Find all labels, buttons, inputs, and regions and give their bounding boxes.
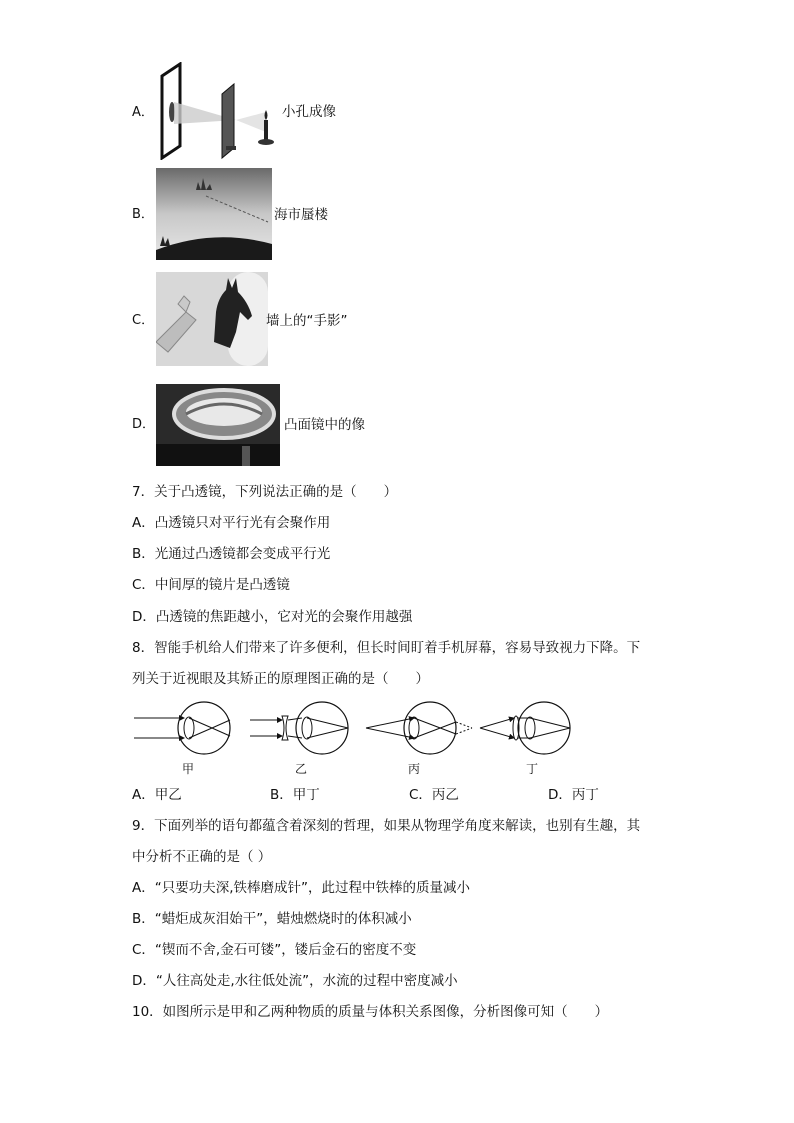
eye-diagram-ding <box>480 702 570 754</box>
diagram-label-jia: 甲 <box>182 762 195 776</box>
q9-option-a: A．“只要功夫深,铁棒磨成针”，此过程中铁棒的质量减小 <box>132 880 471 896</box>
q7-option-a: A．凸透镜只对平行光有会聚作用 <box>132 515 331 531</box>
caption-convex-mirror: 凸面镜中的像 <box>284 417 365 433</box>
q10-stem: 10．如图所示是甲和乙两种物质的质量与体积关系图像，分析图像可知（ ） <box>132 1004 609 1020</box>
option-letter: C． <box>132 313 155 328</box>
eye-diagram-jia <box>134 702 230 754</box>
mirage-image <box>156 168 272 260</box>
q6-option-c <box>132 272 392 368</box>
option-letter: A． <box>132 105 154 120</box>
q9-option-c: C．“锲而不舍,金石可镂”，镂后金石的密度不变 <box>132 942 417 958</box>
q8-option-c: C．丙乙 <box>409 787 459 803</box>
q9-option-b: B．“蜡炬成灰泪始干”，蜡烛燃烧时的体积减小 <box>132 911 412 927</box>
convex-mirror-image <box>156 384 280 466</box>
hand-shadow-image <box>156 272 268 366</box>
diagram-label-yi: 乙 <box>295 762 308 776</box>
option-letter: B． <box>132 207 154 222</box>
q8-option-b: B．甲丁 <box>270 787 320 803</box>
q7-option-d: D．凸透镜的焦距越小，它对光的会聚作用越强 <box>132 609 413 625</box>
q9-stem-line2: 中分析不正确的是（ ） <box>132 849 272 865</box>
q8-option-d: D．丙丁 <box>548 787 599 803</box>
q8-option-a: A．甲乙 <box>132 787 182 803</box>
q7-option-c: C．中间厚的镜片是凸透镜 <box>132 577 290 593</box>
caption-pinhole: 小孔成像 <box>282 104 336 120</box>
q9-option-d: D．“人往高处走,水往低处流”，水流的过程中密度减小 <box>132 973 458 989</box>
diagram-label-bing: 丙 <box>408 762 421 776</box>
q8-stem-line2: 列关于近视眼及其矫正的原理图正确的是（ ） <box>132 671 429 687</box>
q6-option-b <box>132 168 392 262</box>
eye-diagrams <box>132 700 592 760</box>
q7-option-b: B．光通过凸透镜都会变成平行光 <box>132 546 331 562</box>
eye-diagram-yi <box>250 702 348 754</box>
pinhole-camera-image <box>158 62 282 160</box>
caption-mirage: 海市蜃楼 <box>274 207 328 223</box>
q9-stem-line1: 9．下面列举的语句都蕴含着深刻的哲理，如果从物理学角度来解读，也别有生趣，其 <box>132 818 641 834</box>
diagram-label-ding: 丁 <box>526 762 539 776</box>
q8-stem-line1: 8．智能手机给人们带来了许多便利，但长时间盯着手机屏幕，容易导致视力下降。下 <box>132 640 641 656</box>
q6-option-d <box>132 384 392 466</box>
eye-diagram-bing <box>366 702 472 754</box>
q7-stem: 7．关于凸透镜，下列说法正确的是（ ） <box>132 484 398 500</box>
option-letter: D． <box>132 417 156 432</box>
q6-option-a <box>132 62 392 162</box>
caption-hand-shadow: 墙上的“手影” <box>266 313 348 329</box>
